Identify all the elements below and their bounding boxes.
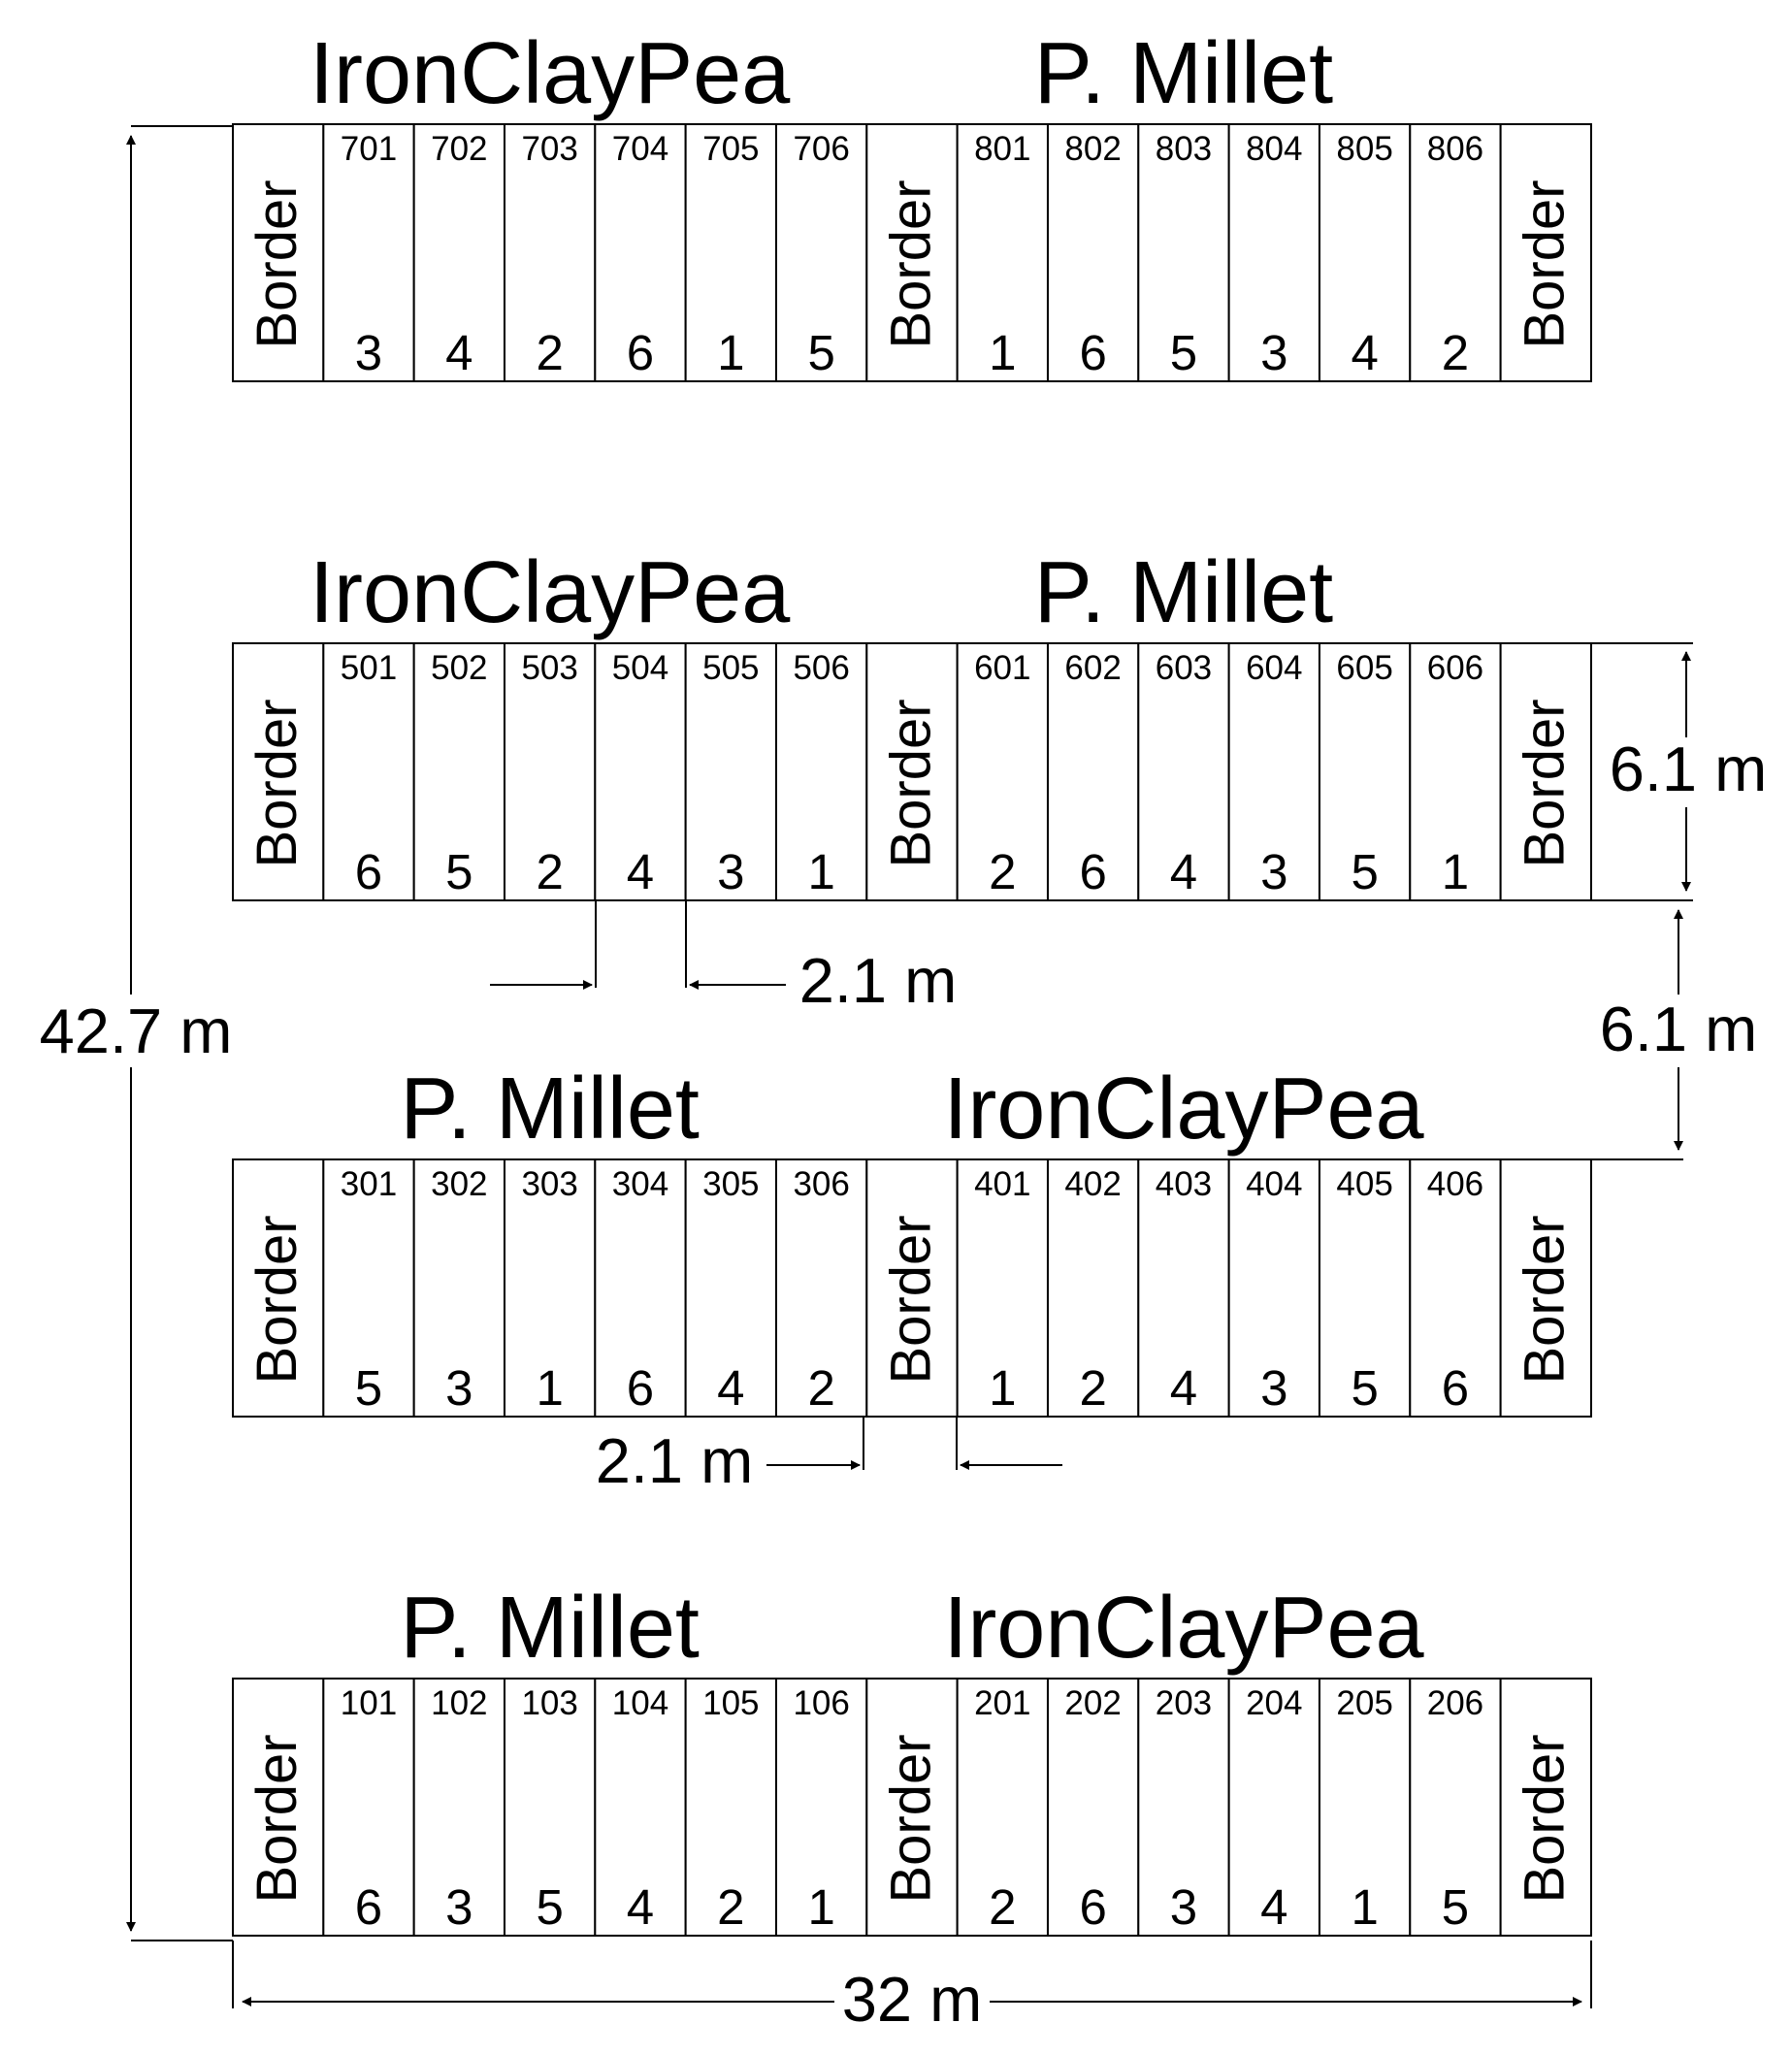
plot-number: 802 <box>1064 130 1122 168</box>
treatment-number: 4 <box>1260 1879 1288 1935</box>
treatment-number: 2 <box>807 1360 835 1416</box>
plot-cell-706 <box>776 124 866 381</box>
plot-number: 104 <box>611 1684 669 1722</box>
plot-cell-201 <box>958 1679 1048 1936</box>
treatment-number: 3 <box>445 1879 473 1935</box>
plot-number: 503 <box>521 649 578 687</box>
treatment-number: 2 <box>989 1879 1017 1935</box>
plot-cell-805 <box>1320 124 1410 381</box>
treatment-number: 1 <box>1351 1879 1379 1935</box>
plot-number: 404 <box>1246 1165 1303 1203</box>
treatment-number: 4 <box>717 1360 745 1416</box>
plot-cell-303 <box>505 1159 595 1417</box>
treatment-number: 2 <box>1441 325 1470 380</box>
total-width-dimension <box>233 1941 1591 2035</box>
plot-number: 204 <box>1246 1684 1303 1722</box>
plot-cell-605 <box>1320 643 1410 900</box>
treatment-number: 3 <box>717 844 745 899</box>
plot-cell-406 <box>1410 1159 1500 1417</box>
plot-cell-506 <box>776 643 866 900</box>
plot-cell-505 <box>686 643 776 900</box>
plot-cell-206 <box>1410 1679 1500 1936</box>
plot-cell-503 <box>505 643 595 900</box>
plot-number: 801 <box>974 130 1031 168</box>
plot-cell-802 <box>1048 124 1138 381</box>
treatment-number: 3 <box>1260 325 1288 380</box>
crop-title-right: P. Millet <box>1033 25 1334 122</box>
plot-number: 203 <box>1155 1684 1213 1722</box>
block-height-label: 6.1 m <box>1609 734 1768 805</box>
plot-cell-804 <box>1229 124 1320 381</box>
treatment-number: 4 <box>1169 844 1198 899</box>
plot-number: 706 <box>793 130 850 168</box>
border-strip <box>866 124 957 381</box>
plot-number: 502 <box>431 649 488 687</box>
plot-cell-606 <box>1410 643 1500 900</box>
block-3 <box>233 1060 1591 1417</box>
plot-number: 701 <box>340 130 398 168</box>
treatment-number: 1 <box>717 325 745 380</box>
border-label: Border <box>879 1215 943 1385</box>
border-label: Border <box>1513 179 1577 349</box>
block-gap-label: 6.1 m <box>1599 994 1758 1065</box>
plot-number: 403 <box>1155 1165 1213 1203</box>
plot-cell-701 <box>323 124 413 381</box>
plot-number: 304 <box>611 1165 669 1203</box>
treatment-number: 3 <box>1260 844 1288 899</box>
plot-number: 202 <box>1064 1684 1122 1722</box>
plot-number: 305 <box>702 1165 760 1203</box>
border-strip <box>233 643 323 900</box>
treatment-number: 2 <box>717 1879 745 1935</box>
treatment-number: 3 <box>445 1360 473 1416</box>
treatment-number: 2 <box>1079 1360 1107 1416</box>
border-label: Border <box>244 699 309 868</box>
plot-cell-306 <box>776 1159 866 1417</box>
plot-number: 405 <box>1336 1165 1393 1203</box>
border-label: Border <box>879 179 943 349</box>
treatment-number: 5 <box>1169 325 1198 380</box>
treatment-number: 5 <box>354 1360 383 1416</box>
plot-number: 102 <box>431 1684 488 1722</box>
plot-cell-403 <box>1138 1159 1228 1417</box>
plot-cell-603 <box>1138 643 1228 900</box>
plot-cell-801 <box>958 124 1048 381</box>
plot-number: 103 <box>521 1684 578 1722</box>
plot-number: 101 <box>340 1684 398 1722</box>
border-strip <box>866 1159 957 1417</box>
treatment-number: 4 <box>445 325 473 380</box>
plot-number: 106 <box>793 1684 850 1722</box>
plot-cell-302 <box>414 1159 505 1417</box>
plot-cell-103 <box>505 1679 595 1936</box>
border-label: Border <box>879 699 943 868</box>
crop-title-right: IronClayPea <box>943 1060 1424 1158</box>
treatment-number: 5 <box>536 1879 564 1935</box>
plot-cell-405 <box>1320 1159 1410 1417</box>
crop-title-left: IronClayPea <box>310 544 791 641</box>
plot-cell-806 <box>1410 124 1500 381</box>
plot-cell-304 <box>595 1159 685 1417</box>
plot-cell-604 <box>1229 643 1320 900</box>
border-label: Border <box>1513 1734 1577 1904</box>
block-gap-dimension <box>1591 910 1757 1159</box>
total-height-label: 42.7 m <box>39 995 233 1067</box>
treatment-number: 5 <box>1441 1879 1470 1935</box>
plot-cell-705 <box>686 124 776 381</box>
plot-cell-601 <box>958 643 1048 900</box>
border-strip <box>1501 1679 1591 1936</box>
plot-number: 504 <box>611 649 669 687</box>
plot-number: 505 <box>702 649 760 687</box>
plot-cell-102 <box>414 1679 505 1936</box>
plot-number: 201 <box>974 1684 1031 1722</box>
treatment-number: 1 <box>1441 844 1470 899</box>
plot-cell-301 <box>323 1159 413 1417</box>
total-height-dimension <box>40 126 233 1941</box>
plot-number: 401 <box>974 1165 1031 1203</box>
treatment-number: 6 <box>1441 1360 1470 1416</box>
block-4 <box>233 1580 1591 1936</box>
treatment-number: 1 <box>536 1360 564 1416</box>
treatment-number: 3 <box>1260 1360 1288 1416</box>
block-1 <box>233 25 1591 381</box>
treatment-number: 1 <box>989 325 1017 380</box>
treatment-number: 6 <box>626 1360 655 1416</box>
plot-cell-504 <box>595 643 685 900</box>
treatment-number: 5 <box>807 325 835 380</box>
treatment-number: 6 <box>1079 325 1107 380</box>
border-strip <box>233 1679 323 1936</box>
treatment-number: 6 <box>1079 1879 1107 1935</box>
treatment-number: 6 <box>626 325 655 380</box>
treatment-number: 4 <box>626 844 655 899</box>
plot-width-label: 2.1 m <box>798 945 958 1017</box>
treatment-number: 4 <box>1169 1360 1198 1416</box>
treatment-number: 1 <box>807 1879 835 1935</box>
treatment-number: 6 <box>354 844 383 899</box>
block-height-dimension <box>1591 643 1767 900</box>
crop-title-left: P. Millet <box>400 1580 700 1677</box>
plot-number: 605 <box>1336 649 1393 687</box>
treatment-number: 5 <box>445 844 473 899</box>
plot-number: 702 <box>431 130 488 168</box>
border-width-label: 2.1 m <box>595 1425 754 1497</box>
border-strip <box>1501 643 1591 900</box>
plot-number: 205 <box>1336 1684 1393 1722</box>
plot-cell-203 <box>1138 1679 1228 1936</box>
plot-cell-602 <box>1048 643 1138 900</box>
plot-number: 703 <box>521 130 578 168</box>
crop-title-right: IronClayPea <box>943 1580 1424 1677</box>
treatment-number: 5 <box>1351 1360 1379 1416</box>
plot-cell-404 <box>1229 1159 1320 1417</box>
border-strip <box>233 124 323 381</box>
plot-number: 602 <box>1064 649 1122 687</box>
plot-width-dimension <box>490 900 957 1016</box>
treatment-number: 3 <box>354 325 383 380</box>
block-2 <box>233 544 1591 900</box>
plot-cell-401 <box>958 1159 1048 1417</box>
plot-cell-105 <box>686 1679 776 1936</box>
plot-number: 402 <box>1064 1165 1122 1203</box>
plot-number: 604 <box>1246 649 1303 687</box>
border-strip <box>866 1679 957 1936</box>
plot-number: 603 <box>1155 649 1213 687</box>
treatment-number: 1 <box>989 1360 1017 1416</box>
border-label: Border <box>1513 699 1577 868</box>
plot-cell-803 <box>1138 124 1228 381</box>
treatment-number: 3 <box>1169 1879 1198 1935</box>
plot-number: 606 <box>1426 649 1484 687</box>
treatment-number: 4 <box>1351 325 1379 380</box>
plot-number: 704 <box>611 130 669 168</box>
plot-cell-704 <box>595 124 685 381</box>
plot-cell-202 <box>1048 1679 1138 1936</box>
plot-number: 601 <box>974 649 1031 687</box>
plot-number: 804 <box>1246 130 1303 168</box>
plot-number: 301 <box>340 1165 398 1203</box>
border-label: Border <box>244 1215 309 1385</box>
plot-cell-104 <box>595 1679 685 1936</box>
border-label: Border <box>244 179 309 349</box>
crop-title-left: IronClayPea <box>310 25 791 122</box>
plot-cell-305 <box>686 1159 776 1417</box>
treatment-number: 1 <box>807 844 835 899</box>
treatment-number: 5 <box>1351 844 1379 899</box>
plot-number: 806 <box>1426 130 1484 168</box>
crop-title-left: P. Millet <box>400 1060 700 1158</box>
plot-number: 805 <box>1336 130 1393 168</box>
total-width-label: 32 m <box>841 1964 983 2036</box>
treatment-number: 4 <box>626 1879 655 1935</box>
plot-number: 406 <box>1426 1165 1484 1203</box>
treatment-number: 6 <box>1079 844 1107 899</box>
treatment-number: 2 <box>536 844 564 899</box>
plot-number: 506 <box>793 649 850 687</box>
border-width-dimension <box>596 1417 1062 1496</box>
treatment-number: 2 <box>989 844 1017 899</box>
plot-number: 302 <box>431 1165 488 1203</box>
border-strip <box>866 643 957 900</box>
plot-cell-702 <box>414 124 505 381</box>
border-strip <box>233 1159 323 1417</box>
plot-cell-204 <box>1229 1679 1320 1936</box>
plot-cell-402 <box>1048 1159 1138 1417</box>
border-label: Border <box>244 1734 309 1904</box>
treatment-number: 2 <box>536 325 564 380</box>
plot-cell-101 <box>323 1679 413 1936</box>
border-strip <box>1501 124 1591 381</box>
plot-number: 501 <box>340 649 398 687</box>
plot-cell-205 <box>1320 1679 1410 1936</box>
crop-title-right: P. Millet <box>1033 544 1334 641</box>
plot-cell-106 <box>776 1679 866 1936</box>
plot-cell-703 <box>505 124 595 381</box>
plot-number: 206 <box>1426 1684 1484 1722</box>
plot-number: 306 <box>793 1165 850 1203</box>
border-strip <box>1501 1159 1591 1417</box>
plot-cell-502 <box>414 643 505 900</box>
plot-cell-501 <box>323 643 413 900</box>
plot-number: 105 <box>702 1684 760 1722</box>
border-label: Border <box>879 1734 943 1904</box>
border-label: Border <box>1513 1215 1577 1385</box>
plot-number: 803 <box>1155 130 1213 168</box>
plot-number: 705 <box>702 130 760 168</box>
treatment-number: 6 <box>354 1879 383 1935</box>
plot-number: 303 <box>521 1165 578 1203</box>
